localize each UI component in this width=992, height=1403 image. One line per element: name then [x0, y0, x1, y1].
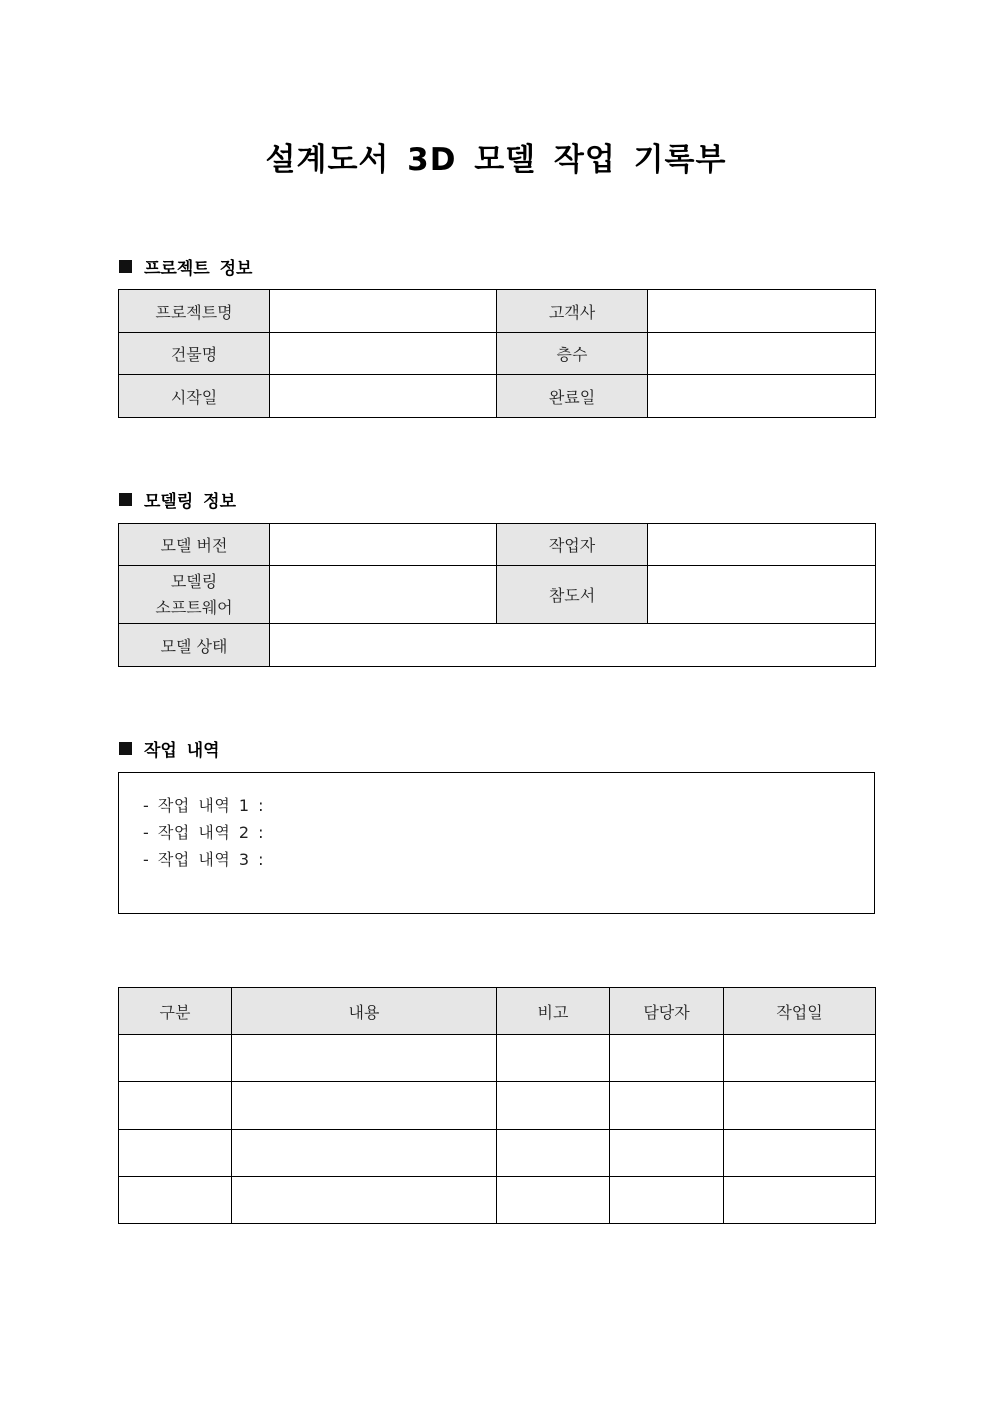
table-row — [119, 290, 876, 333]
work-history-box[interactable] — [118, 772, 875, 914]
label-project-name: 프로젝트명 — [119, 290, 270, 333]
table-row — [119, 1177, 876, 1224]
square-bullet-icon — [119, 493, 132, 506]
square-bullet-icon — [119, 260, 132, 273]
cell-work-date[interactable] — [724, 1130, 876, 1177]
table-header-row — [119, 988, 876, 1035]
column-header-work-date: 작업일 — [724, 988, 876, 1035]
cell-note[interactable] — [497, 1130, 610, 1177]
worker-field[interactable] — [648, 524, 876, 566]
building-name-field[interactable] — [270, 333, 497, 375]
column-header-note: 비고 — [497, 988, 610, 1035]
section-heading-modeling-info — [119, 487, 236, 512]
label-reference-docs: 참도서 — [497, 566, 648, 624]
label-building-name: 건물명 — [119, 333, 270, 375]
cell-content[interactable] — [232, 1177, 497, 1224]
cell-assignee[interactable] — [610, 1130, 724, 1177]
cell-note[interactable] — [497, 1082, 610, 1130]
work-history-item-3: - 작업 내역 3 : — [143, 850, 265, 869]
section-heading-label: 작업 내역 — [144, 741, 220, 761]
section-heading-label: 프로젝트 정보 — [144, 259, 253, 279]
work-log-table — [118, 987, 876, 1224]
label-floors: 층수 — [497, 333, 648, 375]
table-row — [119, 624, 876, 667]
label-client: 고객사 — [497, 290, 648, 333]
label-line: 소프트웨어 — [155, 597, 233, 617]
model-version-field[interactable] — [270, 524, 497, 566]
cell-content[interactable] — [232, 1082, 497, 1130]
table-row — [119, 524, 876, 566]
floors-field[interactable] — [648, 333, 876, 375]
cell-content[interactable] — [232, 1130, 497, 1177]
label-modeling-software — [119, 566, 270, 624]
document-title: 설계도서 3D 모델 작업 기록부 — [265, 142, 727, 178]
label-start-date: 시작일 — [119, 375, 270, 418]
table-row — [119, 566, 876, 624]
cell-assignee[interactable] — [610, 1035, 724, 1082]
cell-category[interactable] — [119, 1082, 232, 1130]
cell-work-date[interactable] — [724, 1035, 876, 1082]
start-date-field[interactable] — [270, 375, 497, 418]
table-row — [119, 1130, 876, 1177]
label-end-date: 완료일 — [497, 375, 648, 418]
section-heading-label: 모델링 정보 — [144, 492, 237, 512]
work-history-item-1: - 작업 내역 1 : — [143, 796, 265, 815]
end-date-field[interactable] — [648, 375, 876, 418]
reference-docs-field[interactable] — [648, 566, 876, 624]
cell-note[interactable] — [497, 1177, 610, 1224]
cell-category[interactable] — [119, 1035, 232, 1082]
table-row — [119, 333, 876, 375]
modeling-info-table — [118, 523, 876, 667]
table-row — [119, 375, 876, 418]
square-bullet-icon — [119, 742, 132, 755]
table-row — [119, 1082, 876, 1130]
cell-category[interactable] — [119, 1177, 232, 1224]
label-line: 모델링 — [170, 571, 218, 591]
table-row — [119, 1035, 876, 1082]
cell-category[interactable] — [119, 1130, 232, 1177]
client-field[interactable] — [648, 290, 876, 333]
label-model-status: 모델 상태 — [119, 624, 270, 667]
model-status-field[interactable] — [270, 624, 876, 667]
cell-assignee[interactable] — [610, 1177, 724, 1224]
column-header-assignee: 담당자 — [610, 988, 724, 1035]
column-header-content: 내용 — [232, 988, 497, 1035]
modeling-software-field[interactable] — [270, 566, 497, 624]
column-header-category: 구분 — [119, 988, 232, 1035]
section-heading-work-history — [119, 736, 220, 761]
cell-work-date[interactable] — [724, 1177, 876, 1224]
project-info-table — [118, 289, 876, 418]
label-worker: 작업자 — [497, 524, 648, 566]
cell-note[interactable] — [497, 1035, 610, 1082]
work-history-item-2: - 작업 내역 2 : — [143, 823, 265, 842]
cell-content[interactable] — [232, 1035, 497, 1082]
label-model-version: 모델 버전 — [119, 524, 270, 566]
cell-assignee[interactable] — [610, 1082, 724, 1130]
cell-work-date[interactable] — [724, 1082, 876, 1130]
project-name-field[interactable] — [270, 290, 497, 333]
section-heading-project-info — [119, 254, 252, 279]
